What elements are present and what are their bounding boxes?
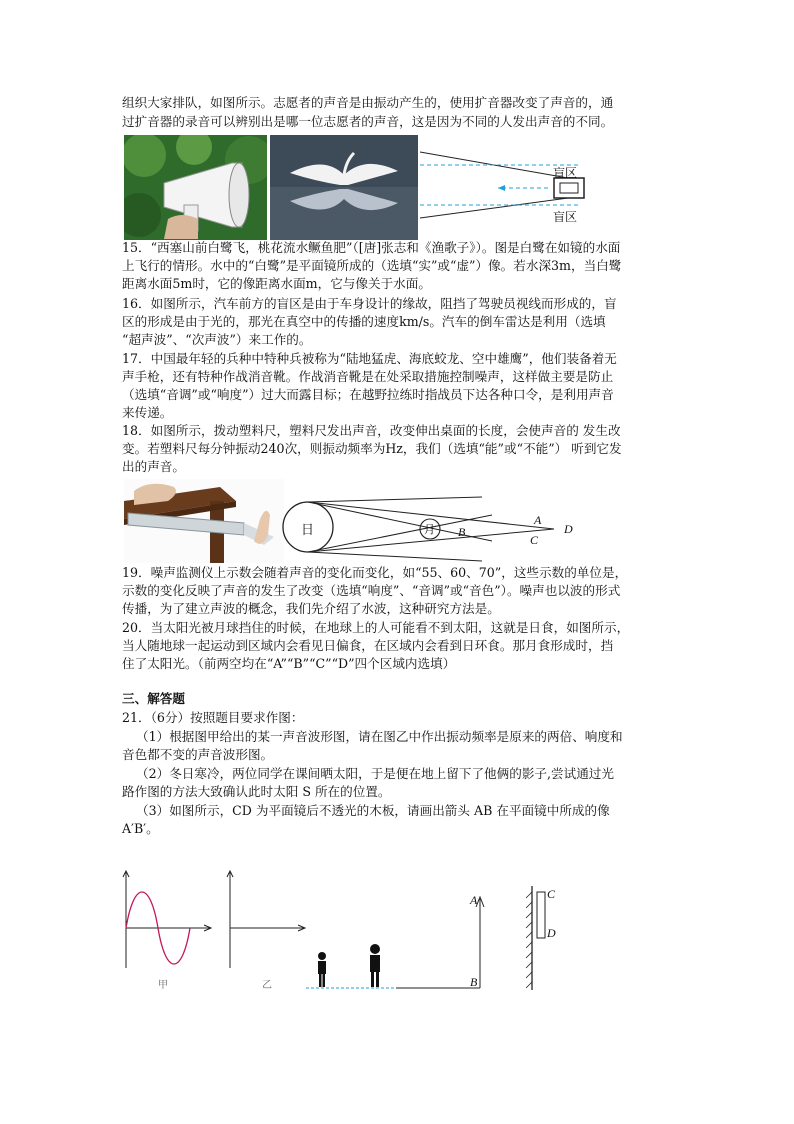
region-a-label: A <box>534 513 542 527</box>
board-c-label: C <box>547 887 556 901</box>
q17-line-4: 来传递。 <box>122 405 173 420</box>
q18-line-2: 变。若塑料尺每分钟振动240次，则振动频率为Hz，我们（选填“能”或“不能”） 听到它发 <box>122 441 622 456</box>
q16-line-3: “超声波”、“次声波”）来工作的。 <box>122 332 312 347</box>
blind-spot-diagram <box>418 138 590 230</box>
q20-line-1: 20．当太阳光被月球挡住的时候，在地球上的人可能看不到太阳，这就是日食，如图所示， <box>122 620 630 635</box>
waveform-yi <box>222 868 312 993</box>
sun-label: 日 <box>301 523 315 538</box>
q16-line-2: 区的形成是由于光的，那光在真空中的传播的速度km/s。汽车的倒车雷达是利用（选填 <box>122 314 606 329</box>
q20-line-2: 当人随地球一起运动到区域内会看见日偏食，在区域内会看到日环食。那月食形成时，挡 <box>122 638 614 653</box>
q17-line-2: 声手枪，还有特种作战消音靴。作战消音靴是在处采取措施控制噪声，这样做主要是防止 <box>122 369 614 384</box>
q21-line-7: A′B′。 <box>122 821 159 836</box>
q15-line-3: 距离水面5m时，它的像距离水面m，它与像关于水面。 <box>122 276 431 291</box>
q21-line-3: 音色都不变的声音波形图。 <box>122 747 274 762</box>
region-d-label: D <box>564 522 573 536</box>
q16-line-1: 16．如图所示，汽车前方的盲区是由于车身设计的缘故，阻挡了驾驶员视线而形成的，盲 <box>122 296 617 311</box>
arrow-a-label: A <box>470 893 478 907</box>
q18-line-3: 出的声音。 <box>122 459 185 474</box>
region-b-label: B <box>458 525 466 539</box>
q21-line-2: （1）根据图甲给出的某一声音波形图，请在图乙中作出振动频率是原来的两倍、响度和 <box>136 729 623 744</box>
q19-line-2: 示数的变化反映了声音的发生了改变（选填“响度”、“音调”或“音色”）。噪声也以波的形式 <box>122 583 621 598</box>
arrow-ab-figure <box>396 893 488 993</box>
mirror-board-figure <box>520 884 570 994</box>
q15-line-2: 上飞行的情形。水中的“白鹭”是平面镜所成的（选填“实”或“虚”）像。若水深3m，当白鹭 <box>122 258 622 273</box>
two-students-figure <box>304 942 396 994</box>
waveform-jia <box>118 868 218 993</box>
jia-label: 甲 <box>158 980 168 991</box>
blind-zone-top-label: 盲区 <box>553 166 578 180</box>
q21-line-4: （2）冬日寒冷，两位同学在课间晒太阳，于是便在地上留下了他俩的影子,尝试通过光 <box>136 766 614 781</box>
q21-line-5: 路作图的方法大致确认此时太阳 S 所在的位置。 <box>122 784 391 799</box>
board-d-label: D <box>547 926 556 940</box>
q21-line-6: （3）如图所示，CD 为平面镜后不透光的木板，请画出箭头 AB 在平面镜中所成的像 <box>136 803 610 818</box>
region-c-label: C <box>530 533 539 547</box>
ruler-on-table-photo <box>124 479 284 563</box>
egret-photo <box>270 135 418 240</box>
yi-label: 乙 <box>262 980 272 991</box>
q17-line-3: （选填“音调”或“响度”）过大而露目标；在越野拉练时指战员下达各种口令，是利用声音 <box>122 387 614 402</box>
q21-line-1: 21．（6分）按照题目要求作图： <box>122 710 304 725</box>
intro-line-2: 过扩音器的录音可以辨别出是哪一位志愿者的声音，这是因为不同的人发出声音的不同。 <box>122 114 614 129</box>
q15-line-1: 15．“西塞山前白鹭飞，桃花流水鳜鱼肥”（[唐]张志和《渔歌子》）。图是白鹭在如镜的水面 <box>122 240 621 255</box>
q19-line-1: 19．噪声监测仪上示数会随着声音的变化而变化，如“55、60、70”，这些示数的单位是， <box>122 565 628 580</box>
eclipse-diagram <box>282 491 582 563</box>
moon-label: 月 <box>424 523 435 536</box>
section-3-title: 三、解答题 <box>122 691 185 706</box>
q19-line-3: 传播，为了建立声波的概念，我们先介绍了水波，这种研究方法是。 <box>122 601 500 616</box>
intro-line-1: 组织大家排队，如图所示。志愿者的声音是由振动产生的，使用扩音器改变了声音的，通 <box>122 95 614 110</box>
megaphone-photo <box>124 135 267 240</box>
q17-line-1: 17．中国最年轻的兵种中特种兵被称为“陆地猛虎、海底蛟龙、空中雄鹰”，他们装备着无 <box>122 351 617 366</box>
q20-line-3: 住了太阳光。（前两空均在“A”“B”“C”“D”四个区域内选填） <box>122 656 456 671</box>
blind-zone-bottom-label: 盲区 <box>553 210 578 224</box>
q18-line-1: 18．如图所示，拨动塑料尺，塑料尺发出声音，改变伸出桌面的长度，会使声音的 发生改 <box>122 423 621 438</box>
arrow-b-label: B <box>470 975 478 989</box>
